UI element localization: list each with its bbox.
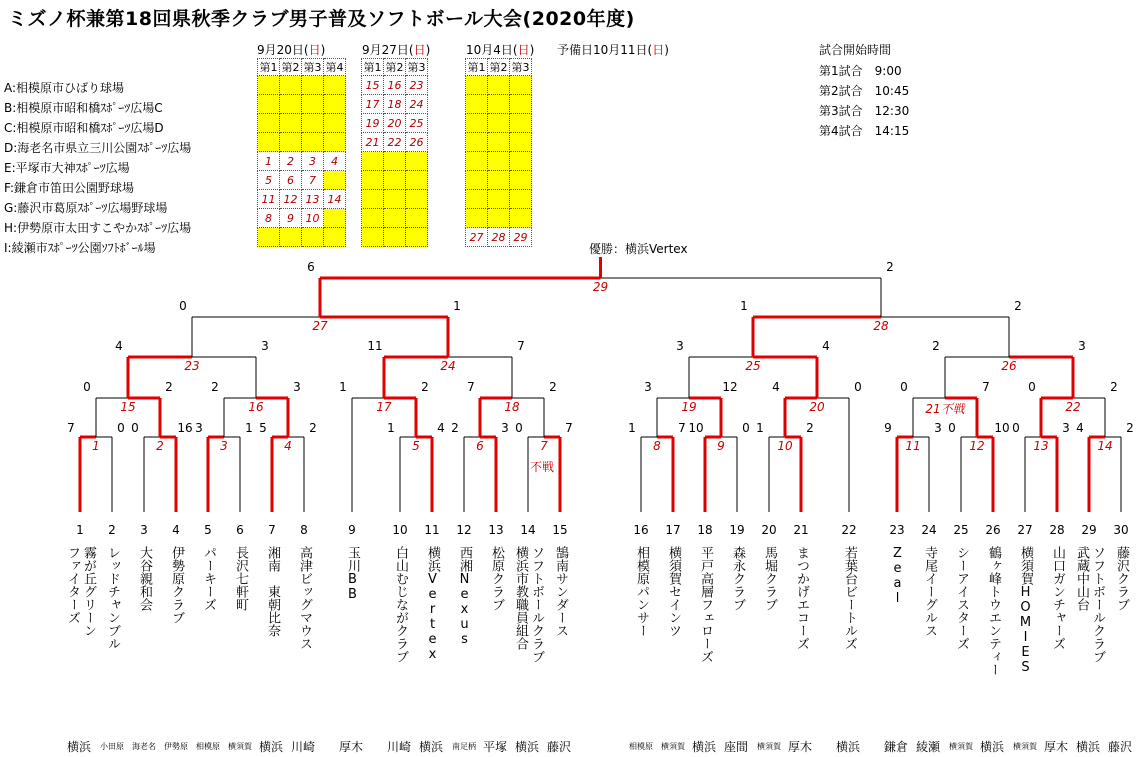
score-value: 1 xyxy=(453,299,461,313)
venue-item: H:伊勢原市太田すこやかｽﾎﾟｰﾂ広場 xyxy=(4,221,192,235)
start-times-heading: 試合開始時間 xyxy=(819,43,892,57)
forfeit-note: 不戦 xyxy=(530,460,555,474)
team-name: 長沢七軒町 xyxy=(233,546,248,611)
schedule-cell: 16 xyxy=(384,76,406,95)
score-value: 0 xyxy=(131,421,139,435)
team-name: 山口ガンチャーズ xyxy=(1050,546,1065,650)
schedule-cell: 25 xyxy=(406,114,428,133)
game-number: 3 xyxy=(220,439,228,453)
score-value: 10 xyxy=(688,421,704,435)
team-city: 相模原 xyxy=(196,742,220,751)
team-name: 松原クラブ xyxy=(489,546,504,611)
team-city: 厚木 xyxy=(1044,740,1069,754)
team-city: 小田原 xyxy=(100,742,124,751)
score-value: 1 xyxy=(740,299,748,313)
team-name: 鵠南サンダース xyxy=(553,546,568,637)
venue-item: A:相模原市ひばり球場 xyxy=(4,81,125,95)
team-number: 14 xyxy=(520,523,536,537)
score-value: 6 xyxy=(307,260,315,274)
game-number: 6 xyxy=(476,439,484,453)
team-number: 20 xyxy=(761,523,777,537)
score-value: 3 xyxy=(293,380,301,394)
schedule-cell: 17 xyxy=(362,95,384,114)
game-slot-header: 第3 xyxy=(510,59,532,76)
schedule-cell: 22 xyxy=(384,133,406,152)
score-value: 3 xyxy=(676,339,684,353)
team-name: 伊勢原クラブ xyxy=(169,546,184,624)
team-name: まつかげエコーズ xyxy=(794,546,809,650)
game-number: 27 xyxy=(312,319,328,333)
schedule-cell: 24 xyxy=(406,95,428,114)
score-value: 0 xyxy=(117,421,125,435)
team-name: 玉川BB xyxy=(345,546,360,602)
team-city: 南足柄 xyxy=(452,742,476,751)
team-city: 横浜 xyxy=(692,740,717,754)
team-city: 座間 xyxy=(724,740,749,754)
schedule-cell: 2 xyxy=(280,152,302,171)
score-value: 5 xyxy=(259,421,267,435)
team-name: Zeal xyxy=(890,546,905,606)
team-number: 5 xyxy=(204,523,212,537)
score-value: 2 xyxy=(421,380,429,394)
team-number: 17 xyxy=(665,523,681,537)
game-number: 1 xyxy=(92,439,100,453)
score-value: 16 xyxy=(177,421,193,435)
score-value: 3 xyxy=(195,421,203,435)
team-name: 相模原パンサー xyxy=(634,546,649,637)
venue-item: G:藤沢市葛原ｽﾎﾟｰﾂ広場野球場 xyxy=(4,201,168,215)
team-city: 伊勢原 xyxy=(164,742,188,751)
score-value: 2 xyxy=(165,380,173,394)
venue-item: I:綾瀬市ｽﾎﾟｰﾂ公園ｿﾌﾄﾎﾞｰﾙ場 xyxy=(4,241,156,255)
team-name: 藤沢クラブ xyxy=(1114,546,1129,611)
score-value: 0 xyxy=(900,380,908,394)
score-value: 0 xyxy=(948,421,956,435)
team-number: 9 xyxy=(348,523,356,537)
schedule-cell: 4 xyxy=(324,152,346,171)
game-number: 8 xyxy=(653,439,661,453)
schedule-cell: 3 xyxy=(302,152,324,171)
game-number: 2 xyxy=(156,439,164,453)
date-day3: 10月4日(日) xyxy=(466,43,535,57)
team-city: 藤沢 xyxy=(547,740,572,754)
score-value: 2 xyxy=(1014,299,1022,313)
score-value: 1 xyxy=(628,421,636,435)
team-number: 30 xyxy=(1113,523,1129,537)
team-name: 平戸高層フェローズ xyxy=(698,546,713,663)
team-name: 森永クラブ xyxy=(730,546,745,611)
team-number: 22 xyxy=(841,523,857,537)
score-value: 0 xyxy=(742,421,750,435)
score-value: 2 xyxy=(1110,380,1118,394)
game-number: 22 xyxy=(1065,400,1081,414)
score-value: 2 xyxy=(806,421,814,435)
game-slot-header: 第4 xyxy=(324,59,346,76)
game-number: 10 xyxy=(777,439,793,453)
team-city: 横浜 xyxy=(67,740,92,754)
team-name: ファイターズ xyxy=(65,546,80,624)
score-value: 7 xyxy=(565,421,573,435)
team-number: 15 xyxy=(552,523,568,537)
game-slot-header: 第1 xyxy=(362,59,384,76)
schedule-cell: 11 xyxy=(258,190,280,209)
team-number: 3 xyxy=(140,523,148,537)
team-name: 湘南 東朝比奈 xyxy=(265,546,280,637)
score-value: 2 xyxy=(1126,421,1134,435)
score-value: 0 xyxy=(515,421,523,435)
score-value: 7 xyxy=(67,421,75,435)
game-number: 14 xyxy=(1097,439,1113,453)
game-number: 29 xyxy=(592,280,609,294)
start-time-row: 第3試合 12:30 xyxy=(819,104,910,118)
team-city: 横須賀 xyxy=(228,742,252,751)
score-value: 7 xyxy=(982,380,990,394)
team-number: 4 xyxy=(172,523,180,537)
game-number: 28 xyxy=(873,319,889,333)
team-name: 馬堀クラブ xyxy=(762,546,777,611)
team-city: 厚木 xyxy=(788,740,813,754)
date-day2: 9月27日(日) xyxy=(362,43,431,57)
team-name: 大谷親和会 xyxy=(137,546,152,611)
team-city: 相模原 xyxy=(629,742,653,751)
page-title: ミズノ杯兼第18回県秋季クラブ男子普及ソフトボール大会(2020年度) xyxy=(8,8,635,30)
game-number: 5 xyxy=(412,439,420,453)
score-value: 0 xyxy=(179,299,187,313)
date-reserve: 予備日10月11日(日) xyxy=(557,43,669,57)
game-slot-header: 第1 xyxy=(466,59,488,76)
team-name: ソフトボールクラブ xyxy=(529,546,544,663)
team-number: 8 xyxy=(300,523,308,537)
team-city: 川崎 xyxy=(291,740,316,754)
team-name: 武蔵中山台 xyxy=(1074,546,1089,611)
team-number: 18 xyxy=(697,523,713,537)
team-number: 11 xyxy=(424,523,440,537)
team-number: 26 xyxy=(985,523,1001,537)
team-city: 横浜 xyxy=(419,740,444,754)
schedule-cell: 1 xyxy=(258,152,280,171)
team-number: 21 xyxy=(793,523,809,537)
venue-item: D:海老名市県立三川公園ｽﾎﾟｰﾂ広場 xyxy=(4,141,192,155)
team-number: 12 xyxy=(456,523,472,537)
team-city: 横浜 xyxy=(515,740,540,754)
score-value: 9 xyxy=(884,421,892,435)
team-number: 2 xyxy=(108,523,116,537)
game-number: 11 xyxy=(905,439,921,453)
score-value: 3 xyxy=(1078,339,1086,353)
schedule-cell: 6 xyxy=(280,171,302,190)
start-time-row: 第1試合 9:00 xyxy=(819,64,902,78)
score-value: 4 xyxy=(822,339,830,353)
team-name: 横浜Vertex xyxy=(425,546,440,662)
team-number: 13 xyxy=(488,523,504,537)
schedule-cell: 7 xyxy=(302,171,324,190)
score-value: 1 xyxy=(339,380,347,394)
team-name: 西湘Nexus xyxy=(457,546,472,647)
game-number: 24 xyxy=(440,359,456,373)
schedule-cell: 13 xyxy=(302,190,324,209)
score-value: 3 xyxy=(1062,421,1070,435)
score-value: 3 xyxy=(644,380,652,394)
score-value: 2 xyxy=(309,421,317,435)
start-time-row: 第4試合 14:15 xyxy=(819,124,910,138)
team-number: 25 xyxy=(953,523,969,537)
score-value: 1 xyxy=(387,421,395,435)
team-number: 28 xyxy=(1049,523,1065,537)
score-value: 7 xyxy=(517,339,525,353)
game-number: 21不戦 xyxy=(925,402,965,416)
score-value: 12 xyxy=(722,380,738,394)
schedule-cell: 9 xyxy=(280,209,302,228)
score-value: 4 xyxy=(772,380,780,394)
team-name: 霧が丘グリーン xyxy=(81,546,96,637)
score-value: 0 xyxy=(83,380,91,394)
score-value: 3 xyxy=(934,421,942,435)
game-number: 26 xyxy=(1001,359,1017,373)
game-slot-header: 第3 xyxy=(302,59,324,76)
game-slot-header: 第1 xyxy=(258,59,280,76)
score-value: 1 xyxy=(756,421,764,435)
team-number: 16 xyxy=(633,523,649,537)
team-name: 鶴ヶ峰トウエンティー xyxy=(986,546,1001,676)
schedule-cell: 8 xyxy=(258,209,280,228)
score-value: 7 xyxy=(467,380,475,394)
team-name: ソフトボールクラブ xyxy=(1090,546,1105,663)
team-city: 綾瀬 xyxy=(916,740,941,754)
schedule-cell: 29 xyxy=(510,228,532,247)
schedule-cell: 26 xyxy=(406,133,428,152)
team-city: 横須賀 xyxy=(757,742,781,751)
venue-item: C:相模原市昭和橋ｽﾎﾟｰﾂ広場D xyxy=(4,121,164,135)
game-number: 7 xyxy=(540,439,548,453)
team-name: レッドチャンブル xyxy=(105,546,120,650)
team-name: 横須賀セインツ xyxy=(666,546,681,637)
team-city: 厚木 xyxy=(339,740,364,754)
game-number: 25 xyxy=(745,359,761,373)
schedule-cell: 18 xyxy=(384,95,406,114)
team-number: 10 xyxy=(392,523,408,537)
team-number: 1 xyxy=(76,523,84,537)
game-number: 19 xyxy=(681,400,697,414)
game-number: 13 xyxy=(1033,439,1049,453)
team-city: 横須賀 xyxy=(949,742,973,751)
team-city: 横浜 xyxy=(259,740,284,754)
team-city: 鎌倉 xyxy=(884,740,909,754)
team-name: 白山むじながクラブ xyxy=(393,546,408,663)
team-city: 平塚 xyxy=(483,740,508,754)
venue-item: F:鎌倉市笛田公園野球場 xyxy=(4,181,135,195)
schedule-cell: 23 xyxy=(406,76,428,95)
score-value: 0 xyxy=(854,380,862,394)
schedule-cell: 14 xyxy=(324,190,346,209)
venue-item: E:平塚市大神ｽﾎﾟｰﾂ広場 xyxy=(4,161,130,175)
team-number: 29 xyxy=(1081,523,1097,537)
team-number: 7 xyxy=(268,523,276,537)
schedule-cell: 12 xyxy=(280,190,302,209)
score-value: 4 xyxy=(1076,421,1084,435)
score-value: 4 xyxy=(115,339,123,353)
game-number: 17 xyxy=(376,400,392,414)
game-number: 16 xyxy=(248,400,264,414)
score-value: 2 xyxy=(211,380,219,394)
team-city: 横須賀 xyxy=(1013,742,1037,751)
game-number: 4 xyxy=(284,439,292,453)
score-value: 10 xyxy=(994,421,1010,435)
schedule-cell: 15 xyxy=(362,76,384,95)
score-value: 3 xyxy=(501,421,509,435)
schedule-cell: 10 xyxy=(302,209,324,228)
schedule-cell: 27 xyxy=(466,228,488,247)
game-number: 23 xyxy=(184,359,200,373)
score-value: 2 xyxy=(549,380,557,394)
venue-item: B:相模原市昭和橋ｽﾎﾟｰﾂ広場C xyxy=(4,101,163,115)
team-city: 藤沢 xyxy=(1108,740,1133,754)
team-name: 横浜市教職員組合 xyxy=(513,546,528,650)
game-number: 12 xyxy=(969,439,985,453)
score-value: 2 xyxy=(932,339,940,353)
score-value: 0 xyxy=(1012,421,1020,435)
team-city: 横浜 xyxy=(1076,740,1101,754)
team-city: 横須賀 xyxy=(661,742,685,751)
score-value: 1 xyxy=(245,421,253,435)
score-value: 11 xyxy=(367,339,383,353)
team-city: 横浜 xyxy=(836,740,861,754)
schedule-cell: 19 xyxy=(362,114,384,133)
team-city: 海老名 xyxy=(132,742,156,751)
team-number: 19 xyxy=(729,523,745,537)
team-name: パーキーズ xyxy=(201,546,216,611)
team-name: 若葉台ビートルズ xyxy=(842,546,857,650)
champion-label: 優勝：横浜Vertex xyxy=(589,242,688,256)
team-name: 横須賀HOMIES xyxy=(1018,546,1033,675)
team-city: 横浜 xyxy=(980,740,1005,754)
score-value: 2 xyxy=(886,260,894,274)
team-number: 27 xyxy=(1017,523,1033,537)
team-name: 寺尾イーグルス xyxy=(922,546,937,637)
game-slot-header: 第2 xyxy=(488,59,510,76)
team-city: 川崎 xyxy=(387,740,412,754)
score-value: 2 xyxy=(451,421,459,435)
score-value: 7 xyxy=(678,421,686,435)
score-value: 3 xyxy=(261,339,269,353)
game-slot-header: 第2 xyxy=(384,59,406,76)
game-number: 20 xyxy=(809,400,825,414)
game-number: 18 xyxy=(504,400,520,414)
start-time-row: 第2試合 10:45 xyxy=(819,84,910,98)
schedule-cell: 20 xyxy=(384,114,406,133)
schedule-cell: 21 xyxy=(362,133,384,152)
game-number: 15 xyxy=(120,400,136,414)
date-day1: 9月20日(日) xyxy=(257,43,326,57)
score-value: 0 xyxy=(1028,380,1036,394)
team-name: シーアイスターズ xyxy=(954,546,969,650)
team-number: 6 xyxy=(236,523,244,537)
score-value: 4 xyxy=(437,421,445,435)
schedule-cell: 5 xyxy=(258,171,280,190)
team-number: 24 xyxy=(921,523,937,537)
game-slot-header: 第2 xyxy=(280,59,302,76)
game-number: 9 xyxy=(717,439,725,453)
team-number: 23 xyxy=(889,523,905,537)
game-slot-header: 第3 xyxy=(406,59,428,76)
schedule-cell: 28 xyxy=(488,228,510,247)
team-name: 高津ビッグマウス xyxy=(297,546,312,650)
